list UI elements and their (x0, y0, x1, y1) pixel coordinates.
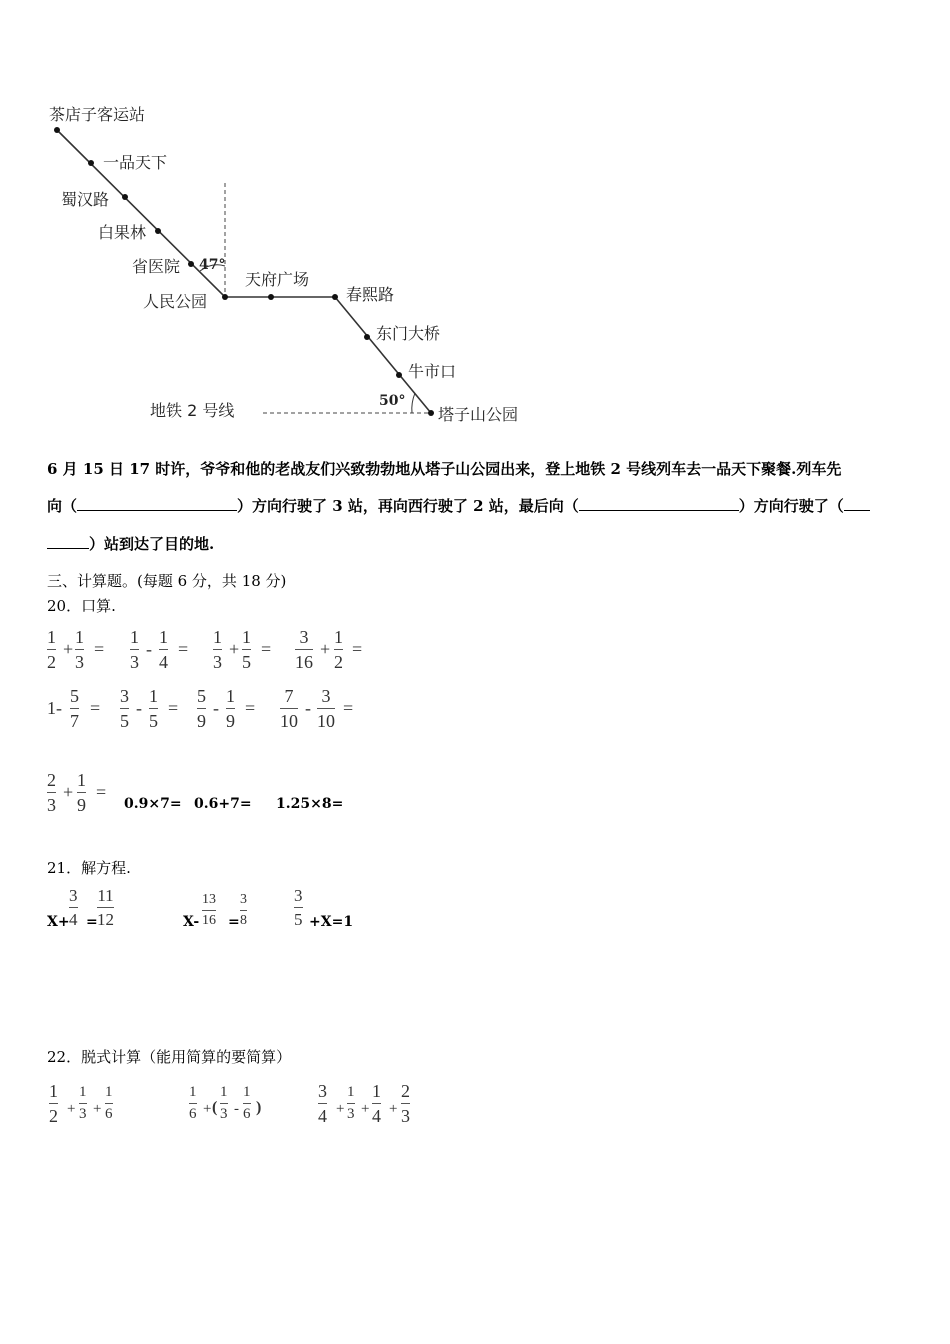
plus-sign: + (361, 1101, 370, 1117)
station-label: 春熙路 (346, 285, 395, 304)
station-label: 塔子山公园 (438, 405, 519, 424)
problem19-text: ）站到达了目的地. (89, 535, 215, 553)
station-dot (364, 334, 370, 340)
equals-sign: = (178, 639, 189, 659)
equals-sign: = (96, 782, 107, 802)
fraction: 1 3 (213, 627, 222, 672)
station-label: 天府广场 (245, 270, 310, 289)
station-dot (396, 372, 402, 378)
equals-sign: = (245, 698, 256, 718)
equation-prefix: X- (183, 914, 200, 930)
fraction: 3 10 (317, 686, 335, 731)
equals-sign: = (168, 698, 179, 718)
station-dot (54, 127, 60, 133)
decimal-problem: 0.6+7= (194, 796, 252, 812)
fraction: 1 5 (242, 627, 251, 672)
equals-sign: = (228, 914, 240, 930)
problem19-text: ）方向行驶了 3 站，再向西行驶了 2 站，最后向（ (237, 497, 579, 515)
fraction: 7 10 (280, 686, 298, 731)
fraction: 3 5 (120, 686, 129, 731)
fraction: 3 4 (69, 886, 78, 929)
fraction: 1 3 (79, 1084, 87, 1122)
q22-title: 22．脱式计算（能用简算的要简算） (47, 1048, 292, 1066)
angle-arc-50 (412, 393, 415, 413)
fraction: 3 8 (240, 892, 247, 928)
answer-blank-stations-cont[interactable] (47, 536, 89, 549)
station-label: 蜀汉路 (61, 190, 110, 209)
minus-sign: - (305, 698, 311, 718)
equation-suffix: +X=1 (309, 914, 354, 930)
plus-sign: + (336, 1101, 345, 1117)
station-label: 东门大桥 (376, 324, 441, 343)
left-paren: ( (212, 1099, 218, 1116)
station-dot (268, 294, 274, 300)
fraction: 11 12 (97, 886, 114, 929)
angle-label-47: 47° (199, 257, 226, 273)
q21-title: 21．解方程. (47, 859, 131, 877)
fraction: 5 7 (70, 686, 79, 731)
station-dot (88, 160, 94, 166)
fraction: 1 6 (243, 1084, 251, 1122)
station-dot (188, 261, 194, 267)
station-label: 牛市口 (408, 362, 457, 381)
fraction: 1 9 (77, 770, 86, 815)
section-title: 三、计算题。(每题 6 分，共 18 分) (47, 572, 287, 590)
plus-sign: + (63, 782, 74, 802)
station-label: 省医院 (132, 257, 181, 276)
minus-sign: - (146, 639, 152, 659)
fraction: 1 2 (49, 1081, 58, 1126)
one-minus: 1- (47, 698, 62, 718)
answer-blank-stations[interactable] (844, 498, 870, 511)
answer-blank-direction2[interactable] (579, 498, 739, 511)
station-dot (428, 410, 434, 416)
station-label: 白果林 (98, 223, 147, 242)
plus-sign: + (389, 1101, 398, 1117)
minus-sign: - (213, 698, 219, 718)
fraction: 1 3 (75, 627, 84, 672)
equation-prefix: X+ (47, 914, 70, 930)
equals-sign: = (261, 639, 272, 659)
station-dot (332, 294, 338, 300)
metro-map (0, 0, 950, 440)
fraction: 1 3 (130, 627, 139, 672)
right-paren: ) (256, 1099, 262, 1116)
problem19-line3 (47, 535, 214, 553)
fraction: 1 2 (334, 627, 343, 672)
equals-sign: = (94, 639, 105, 659)
plus-sign: + (67, 1101, 76, 1117)
fraction: 13 16 (202, 892, 216, 928)
fraction: 2 3 (401, 1081, 410, 1126)
decimal-problem: 1.25×8= (276, 796, 344, 812)
problem19-text: ）方向行驶了（ (738, 497, 844, 515)
q20-title: 20．口算. (47, 597, 116, 615)
fraction: 1 4 (159, 627, 168, 672)
fraction: 1 4 (372, 1081, 381, 1126)
fraction: 1 3 (220, 1084, 228, 1122)
metro-route-line (57, 130, 431, 413)
fraction: 3 5 (294, 886, 303, 929)
problem19-line2 (47, 497, 870, 515)
fraction: 1 3 (347, 1084, 355, 1122)
metro-line-label: 地铁 2 号线 (150, 401, 235, 420)
fraction: 3 16 (295, 627, 313, 672)
station-label: 一品天下 (103, 153, 168, 172)
plus-sign: + (203, 1101, 212, 1117)
fraction: 1 2 (47, 627, 56, 672)
plus-sign: + (63, 639, 74, 659)
fraction: 3 4 (318, 1081, 327, 1126)
decimal-problem: 0.9×7= (124, 796, 182, 812)
equals-sign: = (90, 698, 101, 718)
fraction: 2 3 (47, 770, 56, 815)
angle-label-50: 50° (379, 393, 406, 409)
fraction: 1 6 (105, 1084, 113, 1122)
station-dot (222, 294, 228, 300)
plus-sign: + (320, 639, 331, 659)
problem19-text: 向（ (47, 497, 78, 515)
problem19-line1: 6 月 15 日 17 时许，爷爷和他的老战友们兴致勃勃地从塔子山公园出来，登上地铁 2 号线列车去一品天下聚餐.列车先 (47, 460, 842, 478)
fraction: 1 5 (149, 686, 158, 731)
station-label: 茶店子客运站 (49, 105, 146, 124)
fraction: 1 6 (189, 1084, 197, 1122)
answer-blank-direction1[interactable] (77, 498, 237, 511)
station-label: 人民公园 (143, 292, 208, 311)
minus-sign: - (136, 698, 142, 718)
equals-sign: = (343, 698, 354, 718)
station-dot (122, 194, 128, 200)
fraction: 5 9 (197, 686, 206, 731)
equals-sign: = (86, 914, 98, 930)
minus-sign: - (234, 1101, 239, 1117)
fraction: 1 9 (226, 686, 235, 731)
station-dot (155, 228, 161, 234)
plus-sign: + (229, 639, 240, 659)
plus-sign: + (93, 1101, 102, 1117)
equals-sign: = (352, 639, 363, 659)
